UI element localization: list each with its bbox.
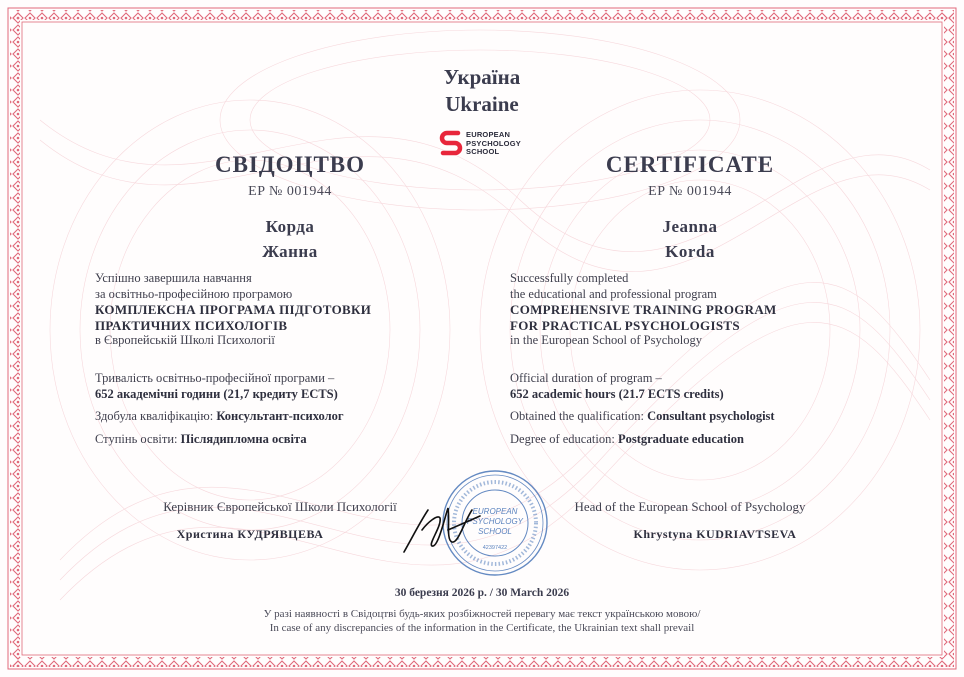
completed-line-2-en: the educational and professional program	[510, 286, 717, 301]
logo-line-2: PSYCHOLOGY	[466, 138, 521, 148]
program-name-2-ua: ПРАКТИЧНИХ ПСИХОЛОГІВ	[95, 317, 288, 333]
school-line-en: in the European School of Psychology	[510, 333, 702, 347]
details-block-en	[510, 371, 910, 447]
logo-text	[466, 131, 521, 157]
issue-date: 30 березня 2026 р. / 30 March 2026	[394, 587, 570, 599]
head-title-en: Head of the European School of Psychology	[574, 499, 806, 514]
qual-label-en: Obtained the qualification:	[510, 409, 648, 423]
degree-label-en: Degree of education:	[510, 431, 618, 446]
stamp-code: 42397422	[482, 545, 508, 551]
degree-en	[510, 432, 910, 448]
program-block-en	[510, 271, 910, 349]
program-name-1-ua: КОМПЛЕКСНА ПРОГРАМА ПІДГОТОВКИ	[95, 302, 372, 317]
duration-label-en: Official duration of program –	[510, 371, 662, 385]
degree-label-ua: Ступінь освіти:	[95, 431, 181, 446]
completed-line-1-en: Successfully completed	[510, 271, 629, 285]
head-name-ua: Христина КУДРЯВЦЕВА	[176, 527, 324, 541]
logo-line-1: EUROPEAN	[466, 130, 511, 139]
country-ua: Україна	[443, 65, 521, 89]
details-block-ua	[95, 371, 475, 447]
stamp-line-1: EUROPEAN	[472, 507, 518, 516]
qualification-en	[510, 409, 910, 425]
degree-ua	[95, 432, 475, 448]
title-en: CERTIFICATE	[605, 152, 775, 177]
head-name-en: Khrystyna KUDRIAVTSEVA	[633, 527, 797, 541]
school-line-ua: в Європейській Школі Психології	[95, 333, 275, 347]
stamp-line-2: PSYCHOLOGY	[466, 517, 524, 526]
degree-value-en: Postgraduate education	[617, 431, 744, 446]
school-logo	[438, 129, 538, 159]
holder-name-en	[540, 214, 840, 264]
firstname-en: Jeanna	[662, 217, 718, 236]
head-title-ua: Керівник Європейської Школи Психології	[163, 499, 397, 514]
country-heading	[382, 64, 582, 118]
duration-label-ua: Тривалість освітньо-професійної програми –	[95, 371, 335, 385]
language-disclaimer	[180, 607, 784, 635]
degree-value-ua: Післядипломна освіта	[180, 431, 307, 446]
qualification-ua	[95, 409, 475, 425]
country-en: Ukraine	[445, 92, 519, 116]
completed-line-2-ua: за освітньо-професійною програмою	[95, 286, 293, 301]
program-block-ua	[95, 271, 475, 349]
duration-value-ua: 652 академічні години (21,7 кредиту ECTS)	[95, 386, 338, 401]
holder-name-ua	[140, 214, 440, 264]
qual-value-ua: Консультант-психолог	[216, 409, 344, 423]
qual-label-ua: Здобула кваліфікацію:	[95, 409, 217, 423]
disclaimer-ua: У разі наявності в Свідоцтві будь-яких розбіжностей перевагу має текст українською мовою/	[263, 608, 701, 620]
signature-icon	[398, 500, 488, 560]
disclaimer-en: In case of any discrepancies of the information in the Certificate, the Ukrainian text shall prevail	[269, 622, 695, 634]
program-name-2-en: FOR PRACTICAL PSYCHOLOGISTS	[510, 317, 740, 333]
number-ua: EP № 001944	[248, 184, 332, 199]
esp-logo-icon	[438, 129, 464, 159]
qual-value-en: Consultant psychologist	[647, 409, 775, 423]
number-en: EP № 001944	[648, 184, 732, 199]
firstname-ua: Жанна	[262, 242, 318, 261]
surname-ua: Корда	[265, 217, 315, 236]
surname-en: Korda	[665, 242, 715, 261]
program-name-1-en: COMPREHENSIVE TRAINING PROGRAM	[510, 302, 777, 317]
duration-value-en: 652 academic hours (21.7 ECTS credits)	[510, 386, 724, 401]
logo-line-3: SCHOOL	[466, 147, 500, 156]
title-ua: СВІДОЦТВО	[214, 152, 366, 177]
stamp-line-3: SCHOOL	[478, 527, 512, 536]
completed-line-1-ua: Успішно завершила навчання	[95, 271, 252, 285]
